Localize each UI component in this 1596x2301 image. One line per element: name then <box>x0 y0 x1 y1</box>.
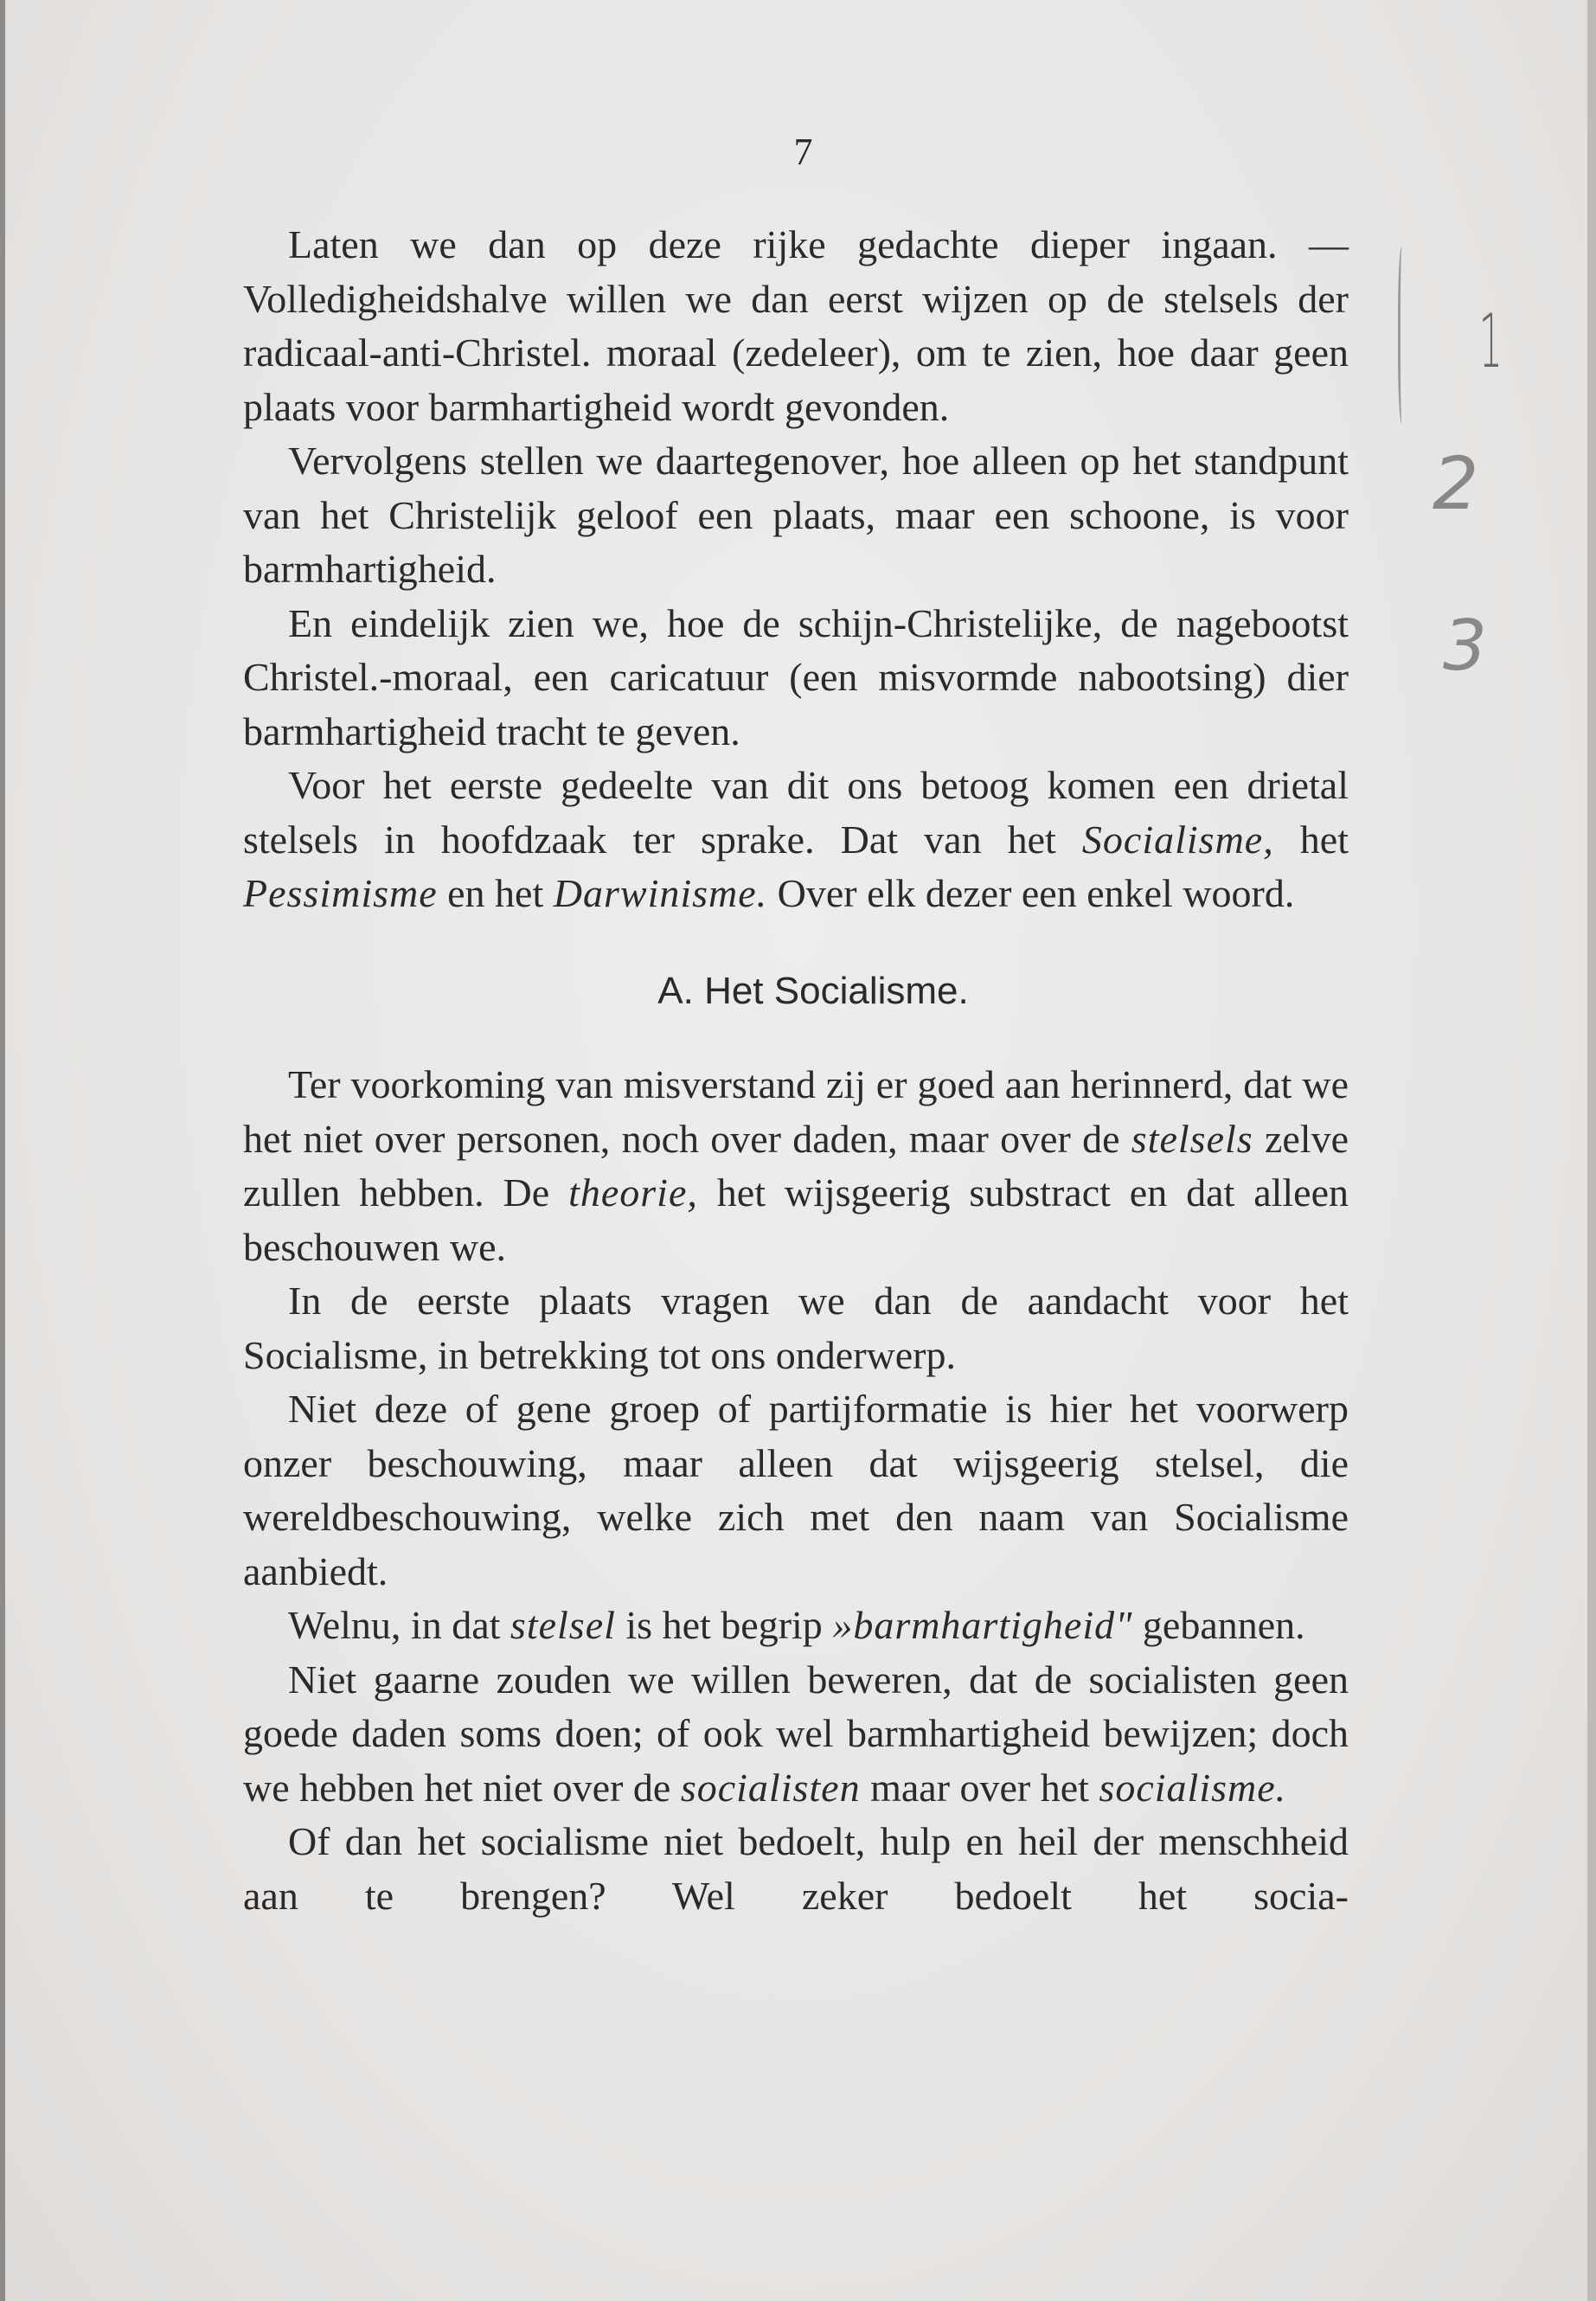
paragraph-5 <box>243 1058 1349 1274</box>
paragraph-6: In de eerste plaats vragen we dan de aandacht voor het Socialisme, in betrekking tot ons onderwerp. <box>243 1279 1349 1377</box>
text-run: is het begrip <box>625 1603 823 1647</box>
margin-mark-3: 3 <box>1443 606 1487 686</box>
page-number: 7 <box>793 131 813 173</box>
text-run: Welnu, in dat <box>288 1603 501 1647</box>
margin-mark-2: 2 <box>1433 441 1479 526</box>
emphasis-stelsels: stelsels <box>1131 1116 1253 1161</box>
text-run: het <box>1299 817 1349 862</box>
emphasis-socialisme: socialisme. <box>1099 1765 1287 1810</box>
text-run: zelve zullen hebben. De <box>243 1116 1349 1215</box>
paragraph-4 <box>243 759 1349 921</box>
paragraph-10: Of dan het socialisme niet bedoelt, hulp en heil der menschheid aan te brengen? Wel zeker bedoelt het socia- <box>243 1819 1349 1918</box>
paragraph-3: En eindelijk zien we, hoe de schijn-Christelijke, de nagebootst Christel.-moraal, een caricatuur (een misvormde nabootsing) dier barmhartigheid tracht te geven. <box>243 600 1349 753</box>
body-text <box>243 218 1349 1923</box>
text-run: Over elk dezer een enkel woord. <box>777 871 1295 915</box>
emphasis-pessimisme: Pessimisme <box>243 871 438 915</box>
paragraph-9 <box>243 1653 1349 1816</box>
paragraph-7: Niet deze of gene groep of partijformatie is hier het voorwerp onzer beschouwing, maar alleen dat wijsgeerig stelsel, die wereldbeschouwing, welke zich met den naam van Socialisme aanbiedt. <box>243 1387 1349 1593</box>
emphasis-socialisme: Socialisme, <box>1081 817 1274 862</box>
text-run: Niet gaarne zouden we willen beweren, dat de socialisten geen goede daden soms doen; of ook wel barmhartigheid bewijzen; doch we hebben het niet over de <box>243 1657 1349 1810</box>
paragraph-1: Laten we dan op deze rijke gedachte dieper ingaan. — Volledigheidshalve willen we dan eerst wijzen op de stelsels der radicaal-anti-Christel. moraal (zedeleer), om te zien, hoe daar geen plaats voor barmhartigheid wordt gevonden. <box>243 222 1349 429</box>
emphasis-stelsel: stelsel <box>510 1603 616 1647</box>
emphasis-barmhartigheid: »barmhartigheid" <box>832 1603 1133 1647</box>
text-run: Voor het eerste gedeelte van dit ons betoog komen een drietal stelsels in hoofdzaak ter sprake. Dat van het <box>243 763 1349 862</box>
text-run: Ter voorkoming van misverstand zij er goed aan herinnerd, dat we het niet over personen, noch over daden, maar over de <box>243 1062 1349 1161</box>
text-run: en het <box>447 871 544 915</box>
paragraph-2: Vervolgens stellen we daartegenover, hoe alleen op het standpunt van het Christelijk geloof een plaats, maar een schoone, is voor barmhartigheid. <box>243 439 1349 591</box>
text-run: het wijsgeerig substract en dat alleen beschouwen we. <box>243 1170 1349 1269</box>
section-heading: A. Het Socialisme. <box>657 969 969 1012</box>
paragraph-8 <box>243 1599 1349 1653</box>
emphasis-darwinisme: Darwinisme. <box>553 871 768 915</box>
text-run: gebannen. <box>1142 1603 1305 1647</box>
emphasis-socialisten: socialisten <box>680 1765 861 1810</box>
emphasis-theorie: theorie, <box>568 1170 698 1215</box>
text-run: maar over het <box>870 1765 1089 1810</box>
margin-mark-1: 1 <box>1478 298 1503 385</box>
margin-bracket <box>1398 247 1407 424</box>
